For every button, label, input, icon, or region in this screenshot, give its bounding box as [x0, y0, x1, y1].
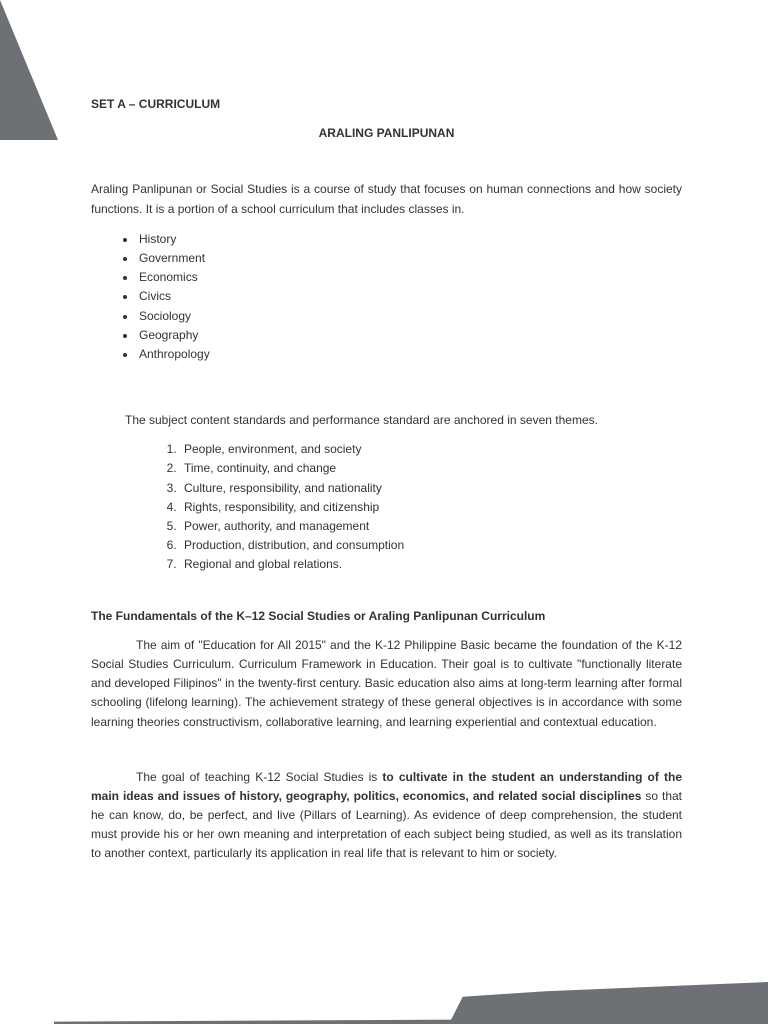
document-title: ARALING PANLIPUNAN — [318, 126, 455, 141]
theme-list-item: 6. Production, distribution, and consumption — [180, 536, 682, 555]
fundamentals-paragraph: The aim of "Education for All 2015" and the K-12 Philippine Basic became the foundation of the K-12 Social Studies Curriculum. Curriculum Framework in Education. Their goal is to cultivate "functionally literate and developed Filipinos" in the twenty-first century. Basic education also aims at long-term learning after formal schooling (lifelong learning). The achievement strategy of these general objectives is in accordance with some learning theories constructivism, collaborative learning, and learning experiential and contextual education. — [91, 637, 682, 729]
subject-list-item: • Sociology — [137, 307, 682, 326]
set-label: SET A – CURRICULUM — [91, 97, 221, 111]
section-heading: The Fundamentals of the K–12 Social Studies or Araling Panlipunan Curriculum — [91, 608, 546, 623]
goal-paragraph-start: The goal of teaching K-12 Social Studies is — [136, 769, 383, 784]
subject-list-item: • History — [137, 230, 682, 249]
subject-list-item: • Geography — [137, 326, 682, 345]
subject-list-item: • Anthropology — [137, 345, 682, 364]
theme-list-item: 5. Power, authority, and management — [180, 517, 682, 536]
theme-list-item: 3. Culture, responsibility, and nationality — [180, 479, 682, 498]
theme-list-item: 1. People, environment, and society — [180, 440, 682, 459]
goal-paragraph-end: so that he can know, do, be perfect, and live (Pillars of Learning). As evidence of deep comprehension, the student must provide his or her own meaning and interpretation of each subject being studied, as well as its translation to another context, particularly its application in real life that is relevant to him or society. — [91, 788, 683, 861]
theme-list-item: 2. Time, continuity, and change — [180, 459, 682, 478]
intro-paragraph: Araling Panlipunan or Social Studies is a course of study that focuses on human connections and how society functions. It is a portion of a school curriculum that includes classes in. — [91, 182, 682, 216]
themes-intro: The subject content standards and performance standard are anchored in seven themes. — [125, 413, 598, 428]
subject-bullet-list — [91, 230, 682, 364]
subject-list-item: • Economics — [137, 268, 682, 287]
subject-list-item: • Government — [137, 249, 682, 268]
goal-paragraph — [91, 768, 682, 864]
subject-list-item: • Civics — [137, 287, 682, 306]
themes-numbered-list — [91, 440, 682, 574]
goal-paragraph-bold: to cultivate in the student an understanding of the main ideas and issues of history, geography, politics, economics, and related social disciplines — [91, 769, 683, 803]
theme-list-item: 4. Rights, responsibility, and citizenship — [180, 498, 682, 517]
theme-list-item: 7. Regional and global relations. — [180, 555, 682, 574]
